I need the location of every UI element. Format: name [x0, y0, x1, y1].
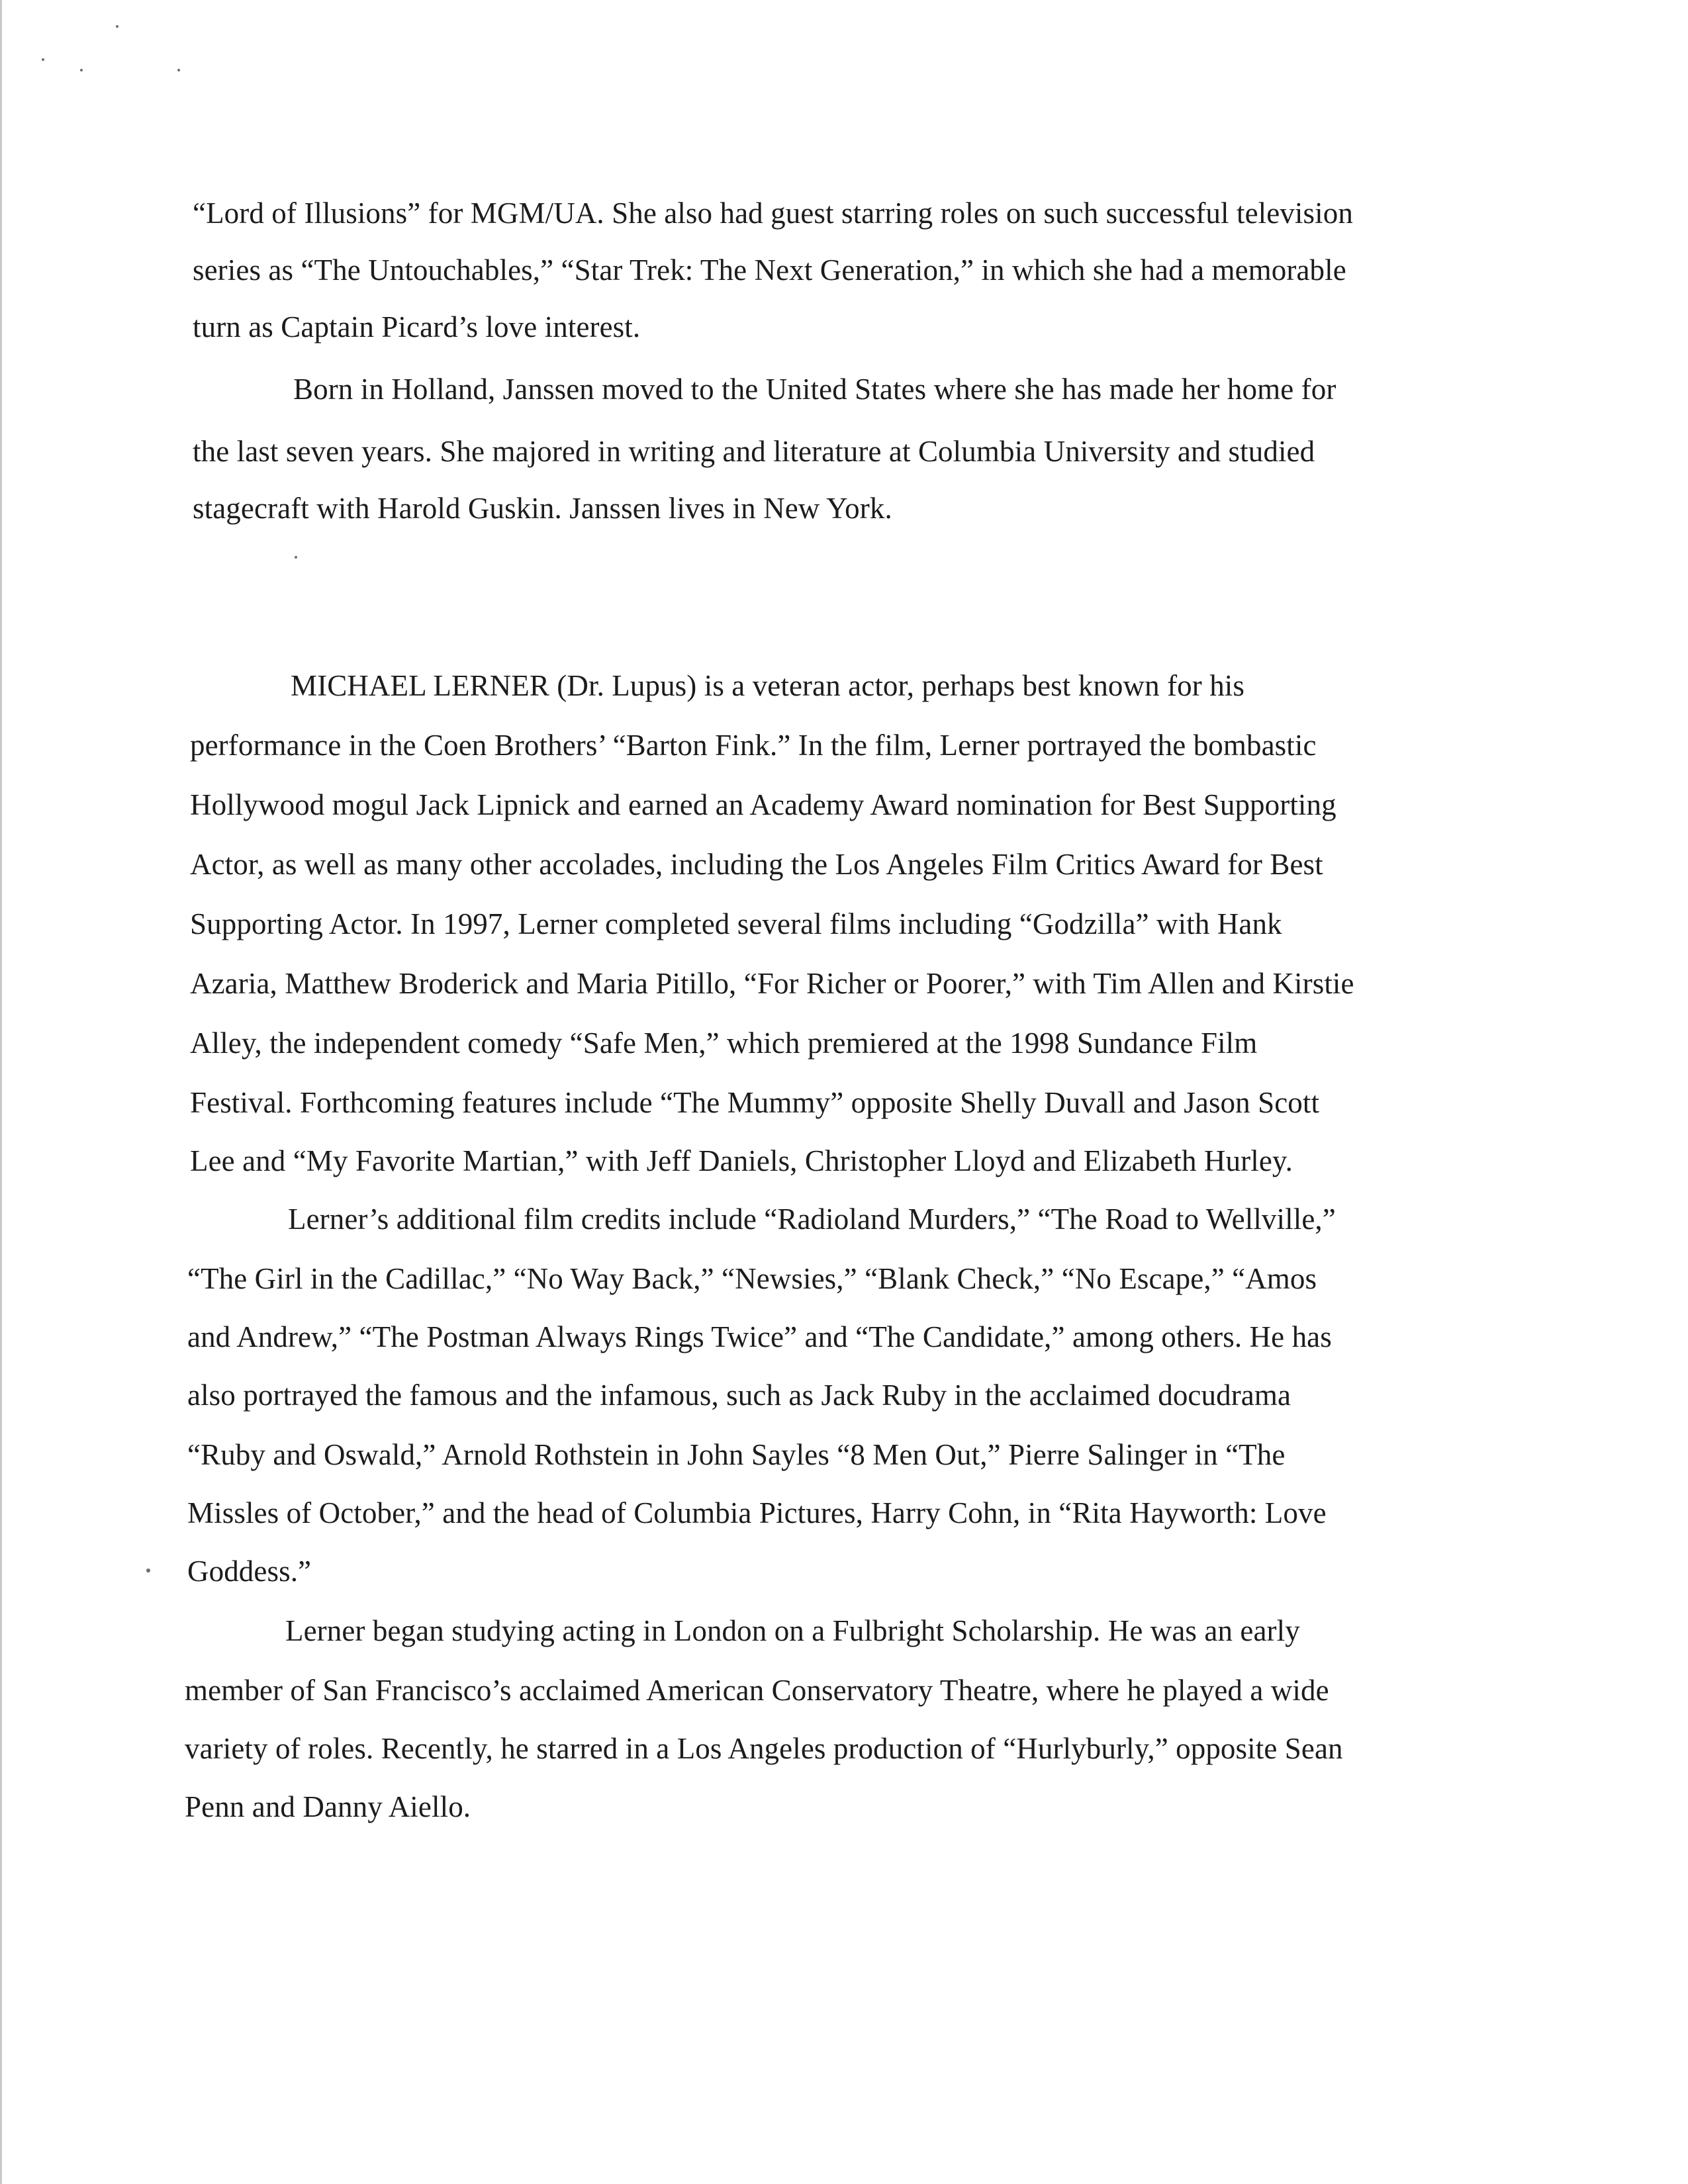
scan-speck	[42, 58, 44, 61]
text-line: series as “The Untouchables,” “Star Trek: The Next Generation,” in which she had a memorable	[193, 253, 1346, 287]
text-line: Festival. Forthcoming features include “The Mummy” opposite Shelly Duvall and Jason Scott	[190, 1086, 1320, 1119]
text-line: Azaria, Matthew Broderick and Maria Pitillo, “For Richer or Poorer,” with Tim Allen and Kirstie	[190, 967, 1354, 1000]
text-line: Lerner’s additional film credits include “Radioland Murders,” “The Road to Wellville,”	[288, 1203, 1336, 1236]
text-line: and Andrew,” “The Postman Always Rings Twice” and “The Candidate,” among others. He has	[187, 1320, 1332, 1353]
text-line: performance in the Coen Brothers’ “Barton Fink.” In the film, Lerner portrayed the bombastic	[190, 729, 1317, 762]
text-line: “Ruby and Oswald,” Arnold Rothstein in John Sayles “8 Men Out,” Pierre Salinger in “The	[187, 1438, 1286, 1471]
text-line: “The Girl in the Cadillac,” “No Way Back,” “Newsies,” “Blank Check,” “No Escape,” “Amos	[187, 1262, 1317, 1295]
text-line: MICHAEL LERNER (Dr. Lupus) is a veteran actor, perhaps best known for his	[291, 669, 1245, 702]
text-line: turn as Captain Picard’s love interest.	[193, 310, 641, 343]
text-line: Lee and “My Favorite Martian,” with Jeff Daniels, Christopher Lloyd and Elizabeth Hurley.	[190, 1144, 1293, 1177]
text-line: Born in Holland, Janssen moved to the United States where she has made her home for	[293, 373, 1336, 406]
text-line: Alley, the independent comedy “Safe Men,” which premiered at the 1998 Sundance Film	[190, 1026, 1258, 1060]
scan-speck	[146, 1569, 150, 1572]
text-line: also portrayed the famous and the infamous, such as Jack Ruby in the acclaimed docudrama	[187, 1379, 1291, 1412]
text-line: Actor, as well as many other accolades, including the Los Angeles Film Critics Award for Best	[190, 848, 1323, 881]
scan-speck	[116, 25, 118, 28]
text-line: member of San Francisco’s acclaimed American Conservatory Theatre, where he played a wide	[185, 1674, 1329, 1707]
text-line: the last seven years. She majored in writing and literature at Columbia University and studied	[193, 435, 1315, 468]
text-line: Penn and Danny Aiello.	[185, 1790, 471, 1823]
text-line: stagecraft with Harold Guskin. Janssen lives in New York.	[193, 492, 892, 525]
text-line: Lerner began studying acting in London on a Fulbright Scholarship. He was an early	[285, 1614, 1300, 1647]
scan-speck	[80, 69, 83, 71]
text-line: Goddess.”	[187, 1555, 312, 1588]
text-line: “Lord of Illusions” for MGM/UA. She also had guest starring roles on such successful television	[193, 197, 1353, 230]
text-line: Missles of October,” and the head of Columbia Pictures, Harry Cohn, in “Rita Hayworth: Love	[187, 1496, 1327, 1529]
scan-speck	[177, 69, 180, 71]
scan-speck	[295, 556, 297, 559]
text-line: Supporting Actor. In 1997, Lerner completed several films including “Godzilla” with Hank	[190, 907, 1282, 940]
text-line: Hollywood mogul Jack Lipnick and earned an Academy Award nomination for Best Supporting	[190, 788, 1336, 821]
text-line: variety of roles. Recently, he starred in a Los Angeles production of “Hurlyburly,” opposite Sean	[185, 1732, 1343, 1765]
